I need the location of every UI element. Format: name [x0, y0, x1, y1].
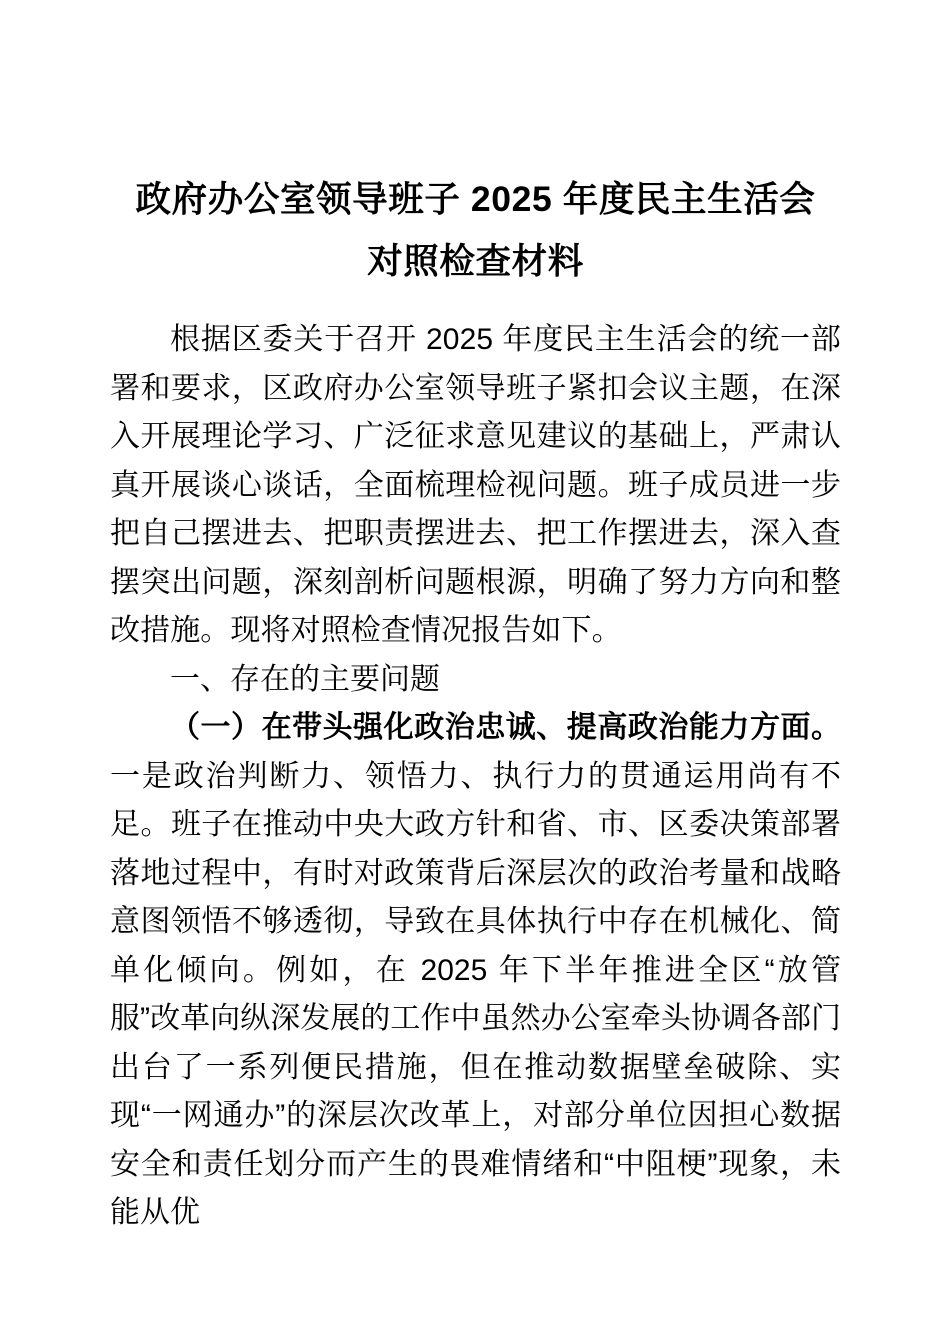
subsection-body-text: 一是政治判断力、领悟力、执行力的贯通运用尚有不足。班子在推动中央大政方针和省、市、区委决策部署落地过程中，有时对政策背后深层次的政治考量和战略意图领悟不够透彻，导致在具体执行中存在机械化、简单化倾向。例如，在 2025 年下半年推进全区“放管服”改革向纵深发展的工作中虽然办公室牵头协调各部门出台了一系列便民措施，但在推动数据壁垒破除、实现“一网通办”的深层次改革上，对部分单位因担心数据安全和责任划分而产生的畏难情绪和“中阻梗”现象，未能从优: [110, 759, 841, 1229]
subsection-heading-lead: （一）在带头强化政治忠诚、提高政治能力方面。: [170, 711, 841, 744]
intro-paragraph: 根据区委关于召开 2025 年度民主生活会的统一部署和要求，区政府办公室领导班子紧扣会议主题，在深入开展理论学习、广泛征求意见建议的基础上，严肃认真开展谈心谈话，全面梳理检视问题。班子成员进一步把自己摆进去、把职责摆进去、把工作摆进去，深入查摆突出问题，深刻剖析问题根源，明确了努力方向和整改措施。现将对照检查情况报告如下。: [110, 323, 841, 647]
section-heading-1: 一、存在的主要问题: [170, 662, 440, 696]
page-title: [110, 0, 841, 292]
document-content: [110, 0, 841, 1238]
page-title-line-1: 政府办公室领导班子 2025 年度民主生活会: [135, 179, 816, 219]
subsection-paragraph: [110, 704, 841, 1238]
page-title-line-2: 对照检查材料: [367, 241, 584, 281]
